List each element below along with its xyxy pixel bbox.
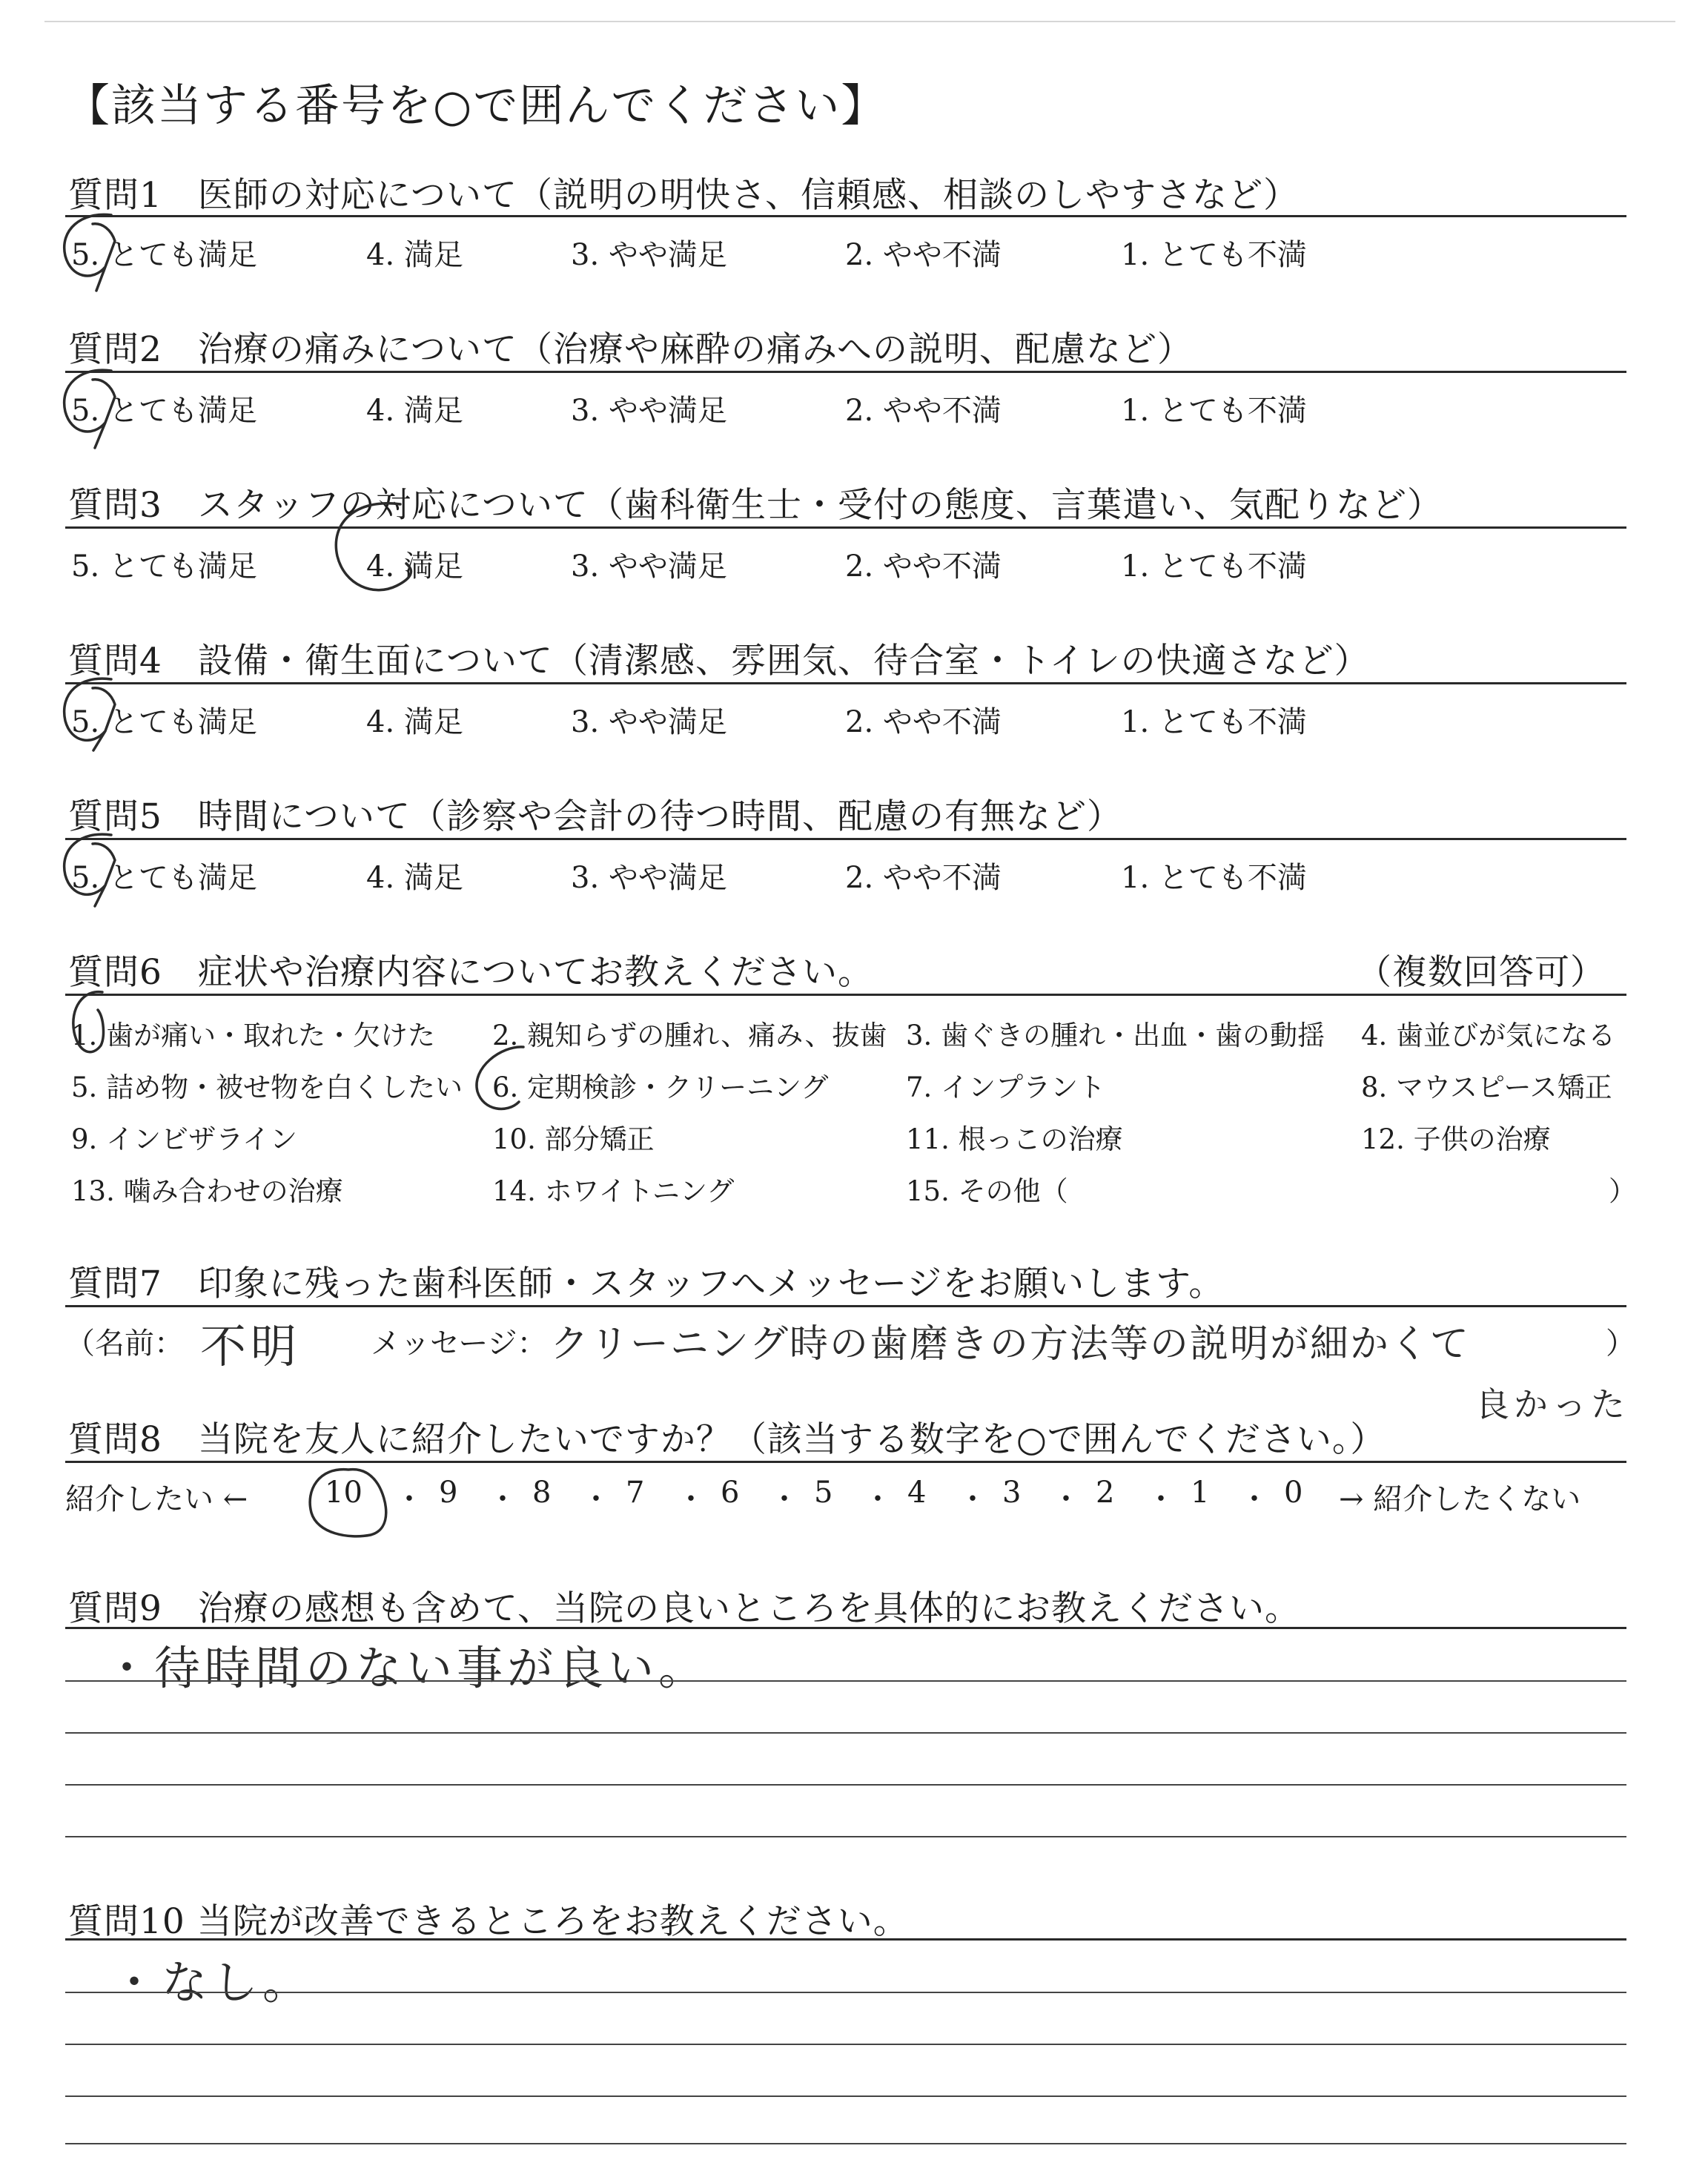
q8-heading: 質問8 当院を友人に紹介したいですか？（該当する数字を○で囲んでください。）: [68, 1419, 1386, 1460]
q8-score-5[interactable]: 5: [814, 1476, 833, 1510]
q5-option-3[interactable]: 3. やや満足: [571, 861, 727, 895]
q5-option-1[interactable]: 1. とても不満: [1121, 861, 1307, 895]
q6-option-12[interactable]: 12. 子供の治療: [1361, 1123, 1551, 1155]
q3-option-3[interactable]: 3. やや満足: [571, 549, 727, 584]
q8-separator: ・: [1051, 1482, 1081, 1516]
q5-heading: 質問5 時間について（診察や会計の待つ時間、配慮の有無など）: [68, 796, 1122, 837]
q4-option-4[interactable]: 4. 満足: [366, 705, 463, 739]
q10-writing-line: [65, 2095, 1626, 2097]
q8-score-6[interactable]: 6: [721, 1476, 740, 1510]
q6-option-11[interactable]: 11. 根っこの治療: [906, 1123, 1123, 1155]
q3-option-5[interactable]: 5. とても満足: [71, 549, 257, 584]
q6-option-1[interactable]: 1. 歯が痛い・取れた・欠けた: [71, 1020, 436, 1051]
q8-score-9[interactable]: 9: [439, 1476, 458, 1510]
q7-message-handwritten: クリーニング時の歯磨きの方法等の説明が細かくて: [550, 1322, 1470, 1367]
q5-option-4[interactable]: 4. 満足: [366, 861, 463, 895]
q4-option-3[interactable]: 3. やや満足: [571, 705, 727, 739]
q5-option-5[interactable]: 5. とても満足: [71, 861, 257, 895]
q5-rule: [65, 838, 1626, 840]
q8-left-label: 紹介したい ←: [65, 1482, 248, 1516]
q9-writing-line: [65, 1680, 1626, 1682]
q4-rule: [65, 682, 1626, 684]
q8-score-2[interactable]: 2: [1096, 1476, 1115, 1510]
q6-option-3[interactable]: 3. 歯ぐきの腫れ・出血・歯の動揺: [906, 1020, 1325, 1051]
q8-score-0[interactable]: 0: [1284, 1476, 1303, 1510]
q8-score-3[interactable]: 3: [1002, 1476, 1022, 1510]
q2-option-4[interactable]: 4. 満足: [366, 394, 463, 428]
q1-option-2[interactable]: 2. やや不満: [845, 238, 1002, 272]
q6-option-2[interactable]: 2. 親知らずの腫れ、痛み、抜歯: [492, 1020, 887, 1051]
q7-message-continuation: 良かった: [1475, 1384, 1629, 1424]
q10-writing-line: [65, 1992, 1626, 1993]
q2-option-3[interactable]: 3. やや満足: [571, 394, 727, 428]
q8-separator: ・: [958, 1482, 987, 1516]
q1-option-5[interactable]: 5. とても満足: [71, 238, 257, 272]
q6-option-5[interactable]: 5. 詰め物・被せ物を白くしたい: [71, 1071, 463, 1103]
instruction-title: 【該当する番号を○で囲んでください】: [65, 80, 887, 132]
q2-rule: [65, 371, 1626, 373]
q3-option-2[interactable]: 2. やや不満: [845, 549, 1002, 584]
q10-rule: [65, 1938, 1626, 1941]
q9-writing-line: [65, 1836, 1626, 1837]
q1-rule: [65, 215, 1626, 217]
q8-score-8[interactable]: 8: [532, 1476, 552, 1510]
q2-option-5[interactable]: 5. とても満足: [71, 394, 257, 428]
q9-writing-line: [65, 1732, 1626, 1734]
scan-edge-line: [44, 21, 1675, 22]
q1-heading: 質問1 医師の対応について（説明の明快さ、信頼感、相談のしやすさなど）: [68, 175, 1300, 216]
q1-option-1[interactable]: 1. とても不満: [1121, 238, 1307, 272]
q8-score-1[interactable]: 1: [1191, 1476, 1210, 1510]
q1-option-4[interactable]: 4. 満足: [366, 238, 463, 272]
q10-heading: 質問10 当院が改善できるところをお教えください。: [68, 1901, 909, 1942]
q3-option-4[interactable]: 4. 満足: [366, 549, 463, 584]
q6-option-15-close: ）: [1609, 1175, 1636, 1207]
q9-writing-line: [65, 1784, 1626, 1786]
q8-score-4[interactable]: 4: [907, 1476, 927, 1510]
q8-separator: ・: [1146, 1482, 1176, 1516]
q6-rule: [65, 994, 1626, 996]
q6-option-4[interactable]: 4. 歯並びが気になる: [1361, 1020, 1616, 1051]
q8-right-label: → 紹介したくない: [1339, 1482, 1581, 1516]
q8-separator: ・: [769, 1482, 799, 1516]
q7-heading: 質問7 印象に残った歯科医師・スタッフへメッセージをお願いします。: [68, 1264, 1225, 1304]
q7-name-handwritten: 不明: [200, 1319, 302, 1373]
q8-separator: ・: [676, 1482, 706, 1516]
q7-rule: [65, 1305, 1626, 1307]
q6-multiple-note: （複数回答可）: [1357, 952, 1606, 993]
q10-writing-line: [65, 2143, 1626, 2144]
q1-option-3[interactable]: 3. やや満足: [571, 238, 727, 272]
q6-option-9[interactable]: 9. インビザライン: [71, 1123, 297, 1155]
q6-option-6[interactable]: 6. 定期検診・クリーニング: [492, 1071, 829, 1103]
q7-message-label: メッセージ：: [371, 1327, 547, 1361]
q2-heading: 質問2 治療の痛みについて（治療や麻酔の痛みへの説明、配慮など）: [68, 329, 1194, 370]
q9-rule: [65, 1627, 1626, 1629]
q8-score-10[interactable]: 10: [325, 1476, 363, 1510]
q3-option-1[interactable]: 1. とても不満: [1121, 549, 1307, 584]
q3-heading: 質問3 スタッフの対応について（歯科衛生士・受付の態度、言葉遣い、気配りなど）: [68, 485, 1443, 526]
q8-rule: [65, 1461, 1626, 1463]
q6-option-15[interactable]: 15. その他（: [906, 1175, 1068, 1207]
q6-option-14[interactable]: 14. ホワイトニング: [492, 1175, 735, 1207]
q8-separator: ・: [863, 1482, 893, 1516]
q10-writing-line: [65, 2044, 1626, 2045]
q4-option-2[interactable]: 2. やや不満: [845, 705, 1002, 739]
q8-score-7[interactable]: 7: [626, 1476, 645, 1510]
q7-close-paren: ）: [1606, 1327, 1635, 1361]
q8-separator: ・: [581, 1482, 611, 1516]
q8-separator: ・: [1239, 1482, 1269, 1516]
q8-separator: ・: [488, 1482, 517, 1516]
q2-option-2[interactable]: 2. やや不満: [845, 394, 1002, 428]
q4-heading: 質問4 設備・衛生面について（清潔感、雰囲気、待合室・トイレの快適さなど）: [68, 641, 1370, 681]
q9-heading: 質問9 治療の感想も含めて、当院の良いところを具体的にお教えください。: [68, 1588, 1300, 1629]
q8-separator: ・: [394, 1482, 424, 1516]
q6-option-8[interactable]: 8. マウスピース矯正: [1361, 1071, 1612, 1103]
q6-option-7[interactable]: 7. インプラント: [906, 1071, 1106, 1103]
q4-option-1[interactable]: 1. とても不満: [1121, 705, 1307, 739]
q9-answer-handwritten: ・待時間のない事が良い。: [104, 1641, 709, 1695]
q5-option-2[interactable]: 2. やや不満: [845, 861, 1002, 895]
q2-option-1[interactable]: 1. とても不満: [1121, 394, 1307, 428]
q6-option-10[interactable]: 10. 部分矯正: [492, 1123, 655, 1155]
q3-rule: [65, 526, 1626, 529]
q6-option-13[interactable]: 13. 噛み合わせの治療: [71, 1175, 343, 1207]
q4-option-5[interactable]: 5. とても満足: [71, 705, 257, 739]
q10-answer-handwritten: ・なし。: [111, 1955, 314, 2009]
q6-heading: 質問6 症状や治療内容についてお教えください。: [68, 952, 873, 993]
q7-name-label: （名前：: [65, 1327, 184, 1361]
